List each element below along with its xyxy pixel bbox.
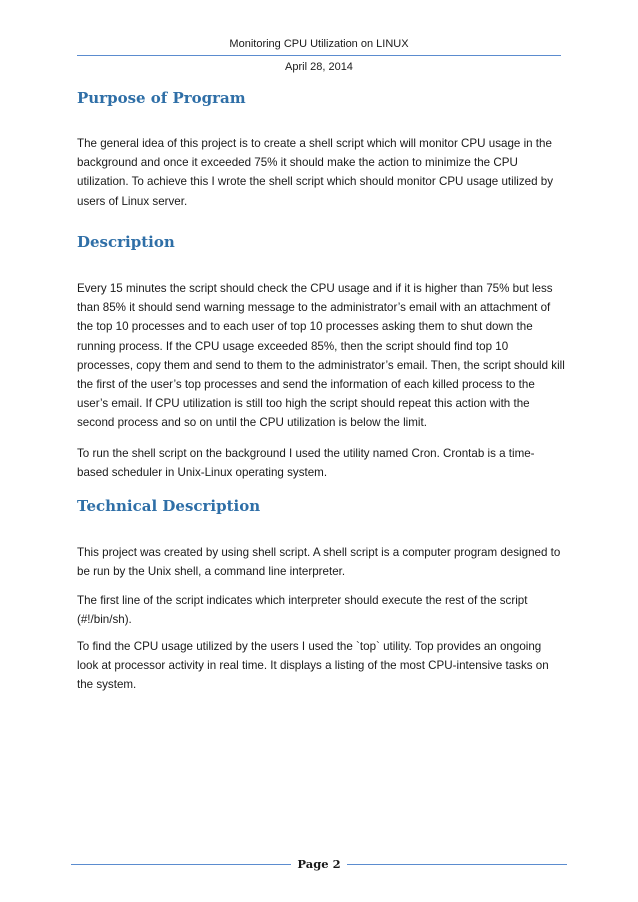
footer-rule-left xyxy=(71,864,291,865)
heading-purpose: Purpose of Program xyxy=(77,89,246,107)
header-title: Monitoring CPU Utilization on LINUX xyxy=(229,38,409,50)
footer-rule-right xyxy=(347,864,567,865)
paragraph-technical-3: To find the CPU usage utilized by the users I used the `top` utility. Top provides an ongoing look at processor activity in real time. It displays a listing of the most CPU-intensive tasks on the system. xyxy=(77,640,549,692)
heading-technical: Technical Description xyxy=(77,497,261,515)
page-number: Page 2 xyxy=(297,857,341,871)
heading-description: Description xyxy=(77,233,175,251)
paragraph-technical-1: This project was created by using shell script. A shell script is a computer program designed to be run by the Unix shell, a command line interpreter. xyxy=(77,546,561,579)
page-footer xyxy=(0,856,638,874)
paragraph-description-2: To run the shell script on the background I used the utility named Cron. Crontab is a time-based scheduler in Unix-Linux operating system. xyxy=(77,447,535,480)
paragraph-purpose-1: The general idea of this project is to create a shell script which will monitor CPU usage in the background and once it exceeded 75% it should make the action to minimize the CPU utilization. To achieve this I wrote the shell script which should monitor CPU usage utilized by users of Linux server. xyxy=(77,137,554,208)
header-date: April 28, 2014 xyxy=(285,61,353,73)
paragraph-technical-2: The first line of the script indicates which interpreter should execute the rest of the script (#!/bin/sh). xyxy=(77,594,528,627)
header-rule xyxy=(77,55,561,56)
paragraph-description-1: Every 15 minutes the script should check the CPU usage and if it is higher than 75% but less than 85% it should send warning message to the administrator’s email with an attachment of the top 10 processes and to each user of top 10 processes asking them to shut down the running process. If the CPU usage exceeded 85%, then the script should find top 10 processes, copy them and send to them to the administrator’s email. Then, the script should kill the first of the user’s top processes and send the information of each killed process to the user’s email. If CPU utilization is still too high the script should repeat this action with the second process and so on until the CPU utilization is below the limit. xyxy=(77,282,565,430)
